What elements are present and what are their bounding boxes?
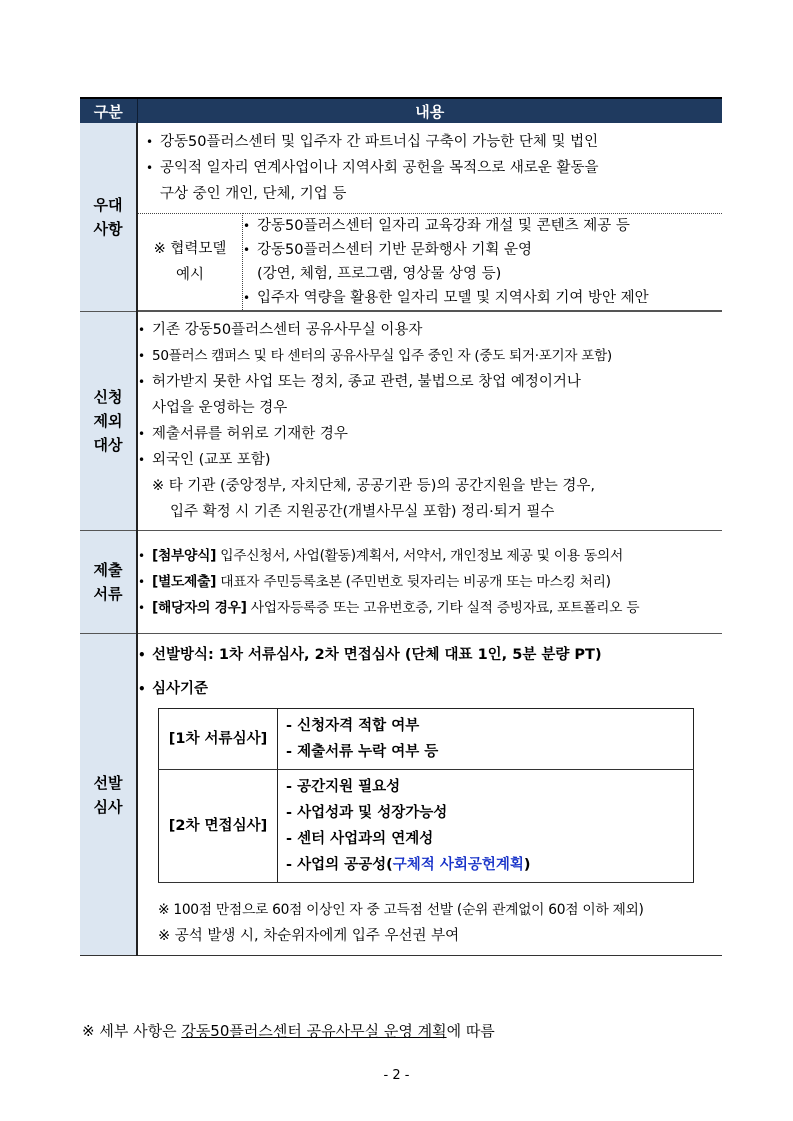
list-item: • 허가받지 못한 사업 또는 정치, 종교 관련, 불법으로 창업 예정이거나 xyxy=(138,369,722,395)
category-label: 선발 xyxy=(93,773,123,792)
row-documents xyxy=(80,531,722,634)
criteria-item-text: ) xyxy=(523,857,531,873)
doc-tag: [별도제출] xyxy=(152,574,217,590)
category-label: 제출 xyxy=(93,561,123,579)
row-excluded xyxy=(80,312,722,531)
note: ※ 100점 만점으로 60점 이상인 자 중 고득점 선발 (순위 관계없이 60점 이하 제외) xyxy=(158,902,644,918)
row-selection xyxy=(80,634,722,956)
list-item: • 외국인 (교포 포함) xyxy=(138,447,722,473)
category-label: 신청 xyxy=(93,388,123,406)
doc-text: 사업자등록증 또는 고유번호증, 기타 실적 증빙자료, 포트폴리오 등 xyxy=(246,600,640,616)
list-item-continued: 구상 중인 개인, 단체, 기업 등 xyxy=(160,186,347,202)
category-label: 제외 xyxy=(93,412,123,430)
doc-tag: [첨부양식] xyxy=(152,548,217,564)
criteria-item: - 신청자격 적합 여부 xyxy=(286,718,420,734)
list-item xyxy=(138,569,722,595)
doc-tag: [해당자의 경우] xyxy=(152,600,247,616)
note-continued: 입주 확정 시 기존 지원공간(개별사무실 포함) 정리·퇴거 필수 xyxy=(170,504,555,520)
footer-note xyxy=(82,1020,495,1041)
category-label: 사항 xyxy=(93,220,123,238)
doc-text: 대표자 주민등록초본 (주민번호 뒷자리는 비공개 또는 마스킹 처리) xyxy=(216,574,611,590)
content-selection xyxy=(137,634,722,956)
list-item xyxy=(138,543,722,569)
list-item: • 공익적 일자리 연계사업이나 지역사회 공헌을 목적으로 새로운 활동을 xyxy=(146,155,722,181)
criteria-title: • 심사기준 xyxy=(138,676,722,702)
category-label: 우대 xyxy=(93,196,123,214)
header-category: 구분 xyxy=(80,98,137,123)
criteria-stage: [1차 서류심사] xyxy=(159,709,278,770)
footer-suffix: 에 따름 xyxy=(446,1022,495,1040)
criteria-item-text: - 사업의 공공성( xyxy=(286,857,393,873)
criteria-item xyxy=(286,852,685,878)
category-excluded xyxy=(80,312,137,531)
criteria-items xyxy=(278,709,694,770)
header-content: 내용 xyxy=(137,98,722,123)
row-preferred xyxy=(80,123,722,312)
content-documents xyxy=(137,531,722,634)
criteria-row xyxy=(159,709,694,770)
criteria-item: - 센터 사업과의 연계성 xyxy=(286,831,434,847)
content-preferred xyxy=(137,123,722,312)
note: ※ 공석 발생 시, 차순위자에게 입주 우선권 부여 xyxy=(158,928,460,944)
info-table xyxy=(80,97,722,956)
category-preferred xyxy=(80,123,137,312)
doc-text: 입주신청서, 사업(활동)계획서, 서약서, 개인정보 제공 및 이용 동의서 xyxy=(216,548,623,564)
criteria-table xyxy=(158,708,694,883)
category-label: 심사 xyxy=(93,797,123,816)
cooperation-model-label xyxy=(138,214,243,311)
list-item-continued: (강연, 체험, 프로그램, 영상물 상영 등) xyxy=(257,266,502,282)
list-item: • 강동50플러스센터 및 입주자 간 파트너십 구축이 가능한 단체 및 법인 xyxy=(146,129,722,155)
list-item-continued: 사업을 운영하는 경우 xyxy=(152,400,288,416)
category-documents xyxy=(80,531,137,634)
content-excluded xyxy=(137,312,722,531)
page-number: - 2 - xyxy=(383,1068,410,1083)
list-item: • 강동50플러스센터 기반 문화행사 기획 운영 xyxy=(243,238,722,262)
highlight-text: 구체적 사회공헌계획 xyxy=(392,857,524,873)
selection-method: • 선발방식: 1차 서류심사, 2차 면접심사 (단체 대표 1인, 5분 분량 PT) xyxy=(138,642,722,668)
criteria-row xyxy=(159,770,694,883)
note: ※ 타 기관 (중앙정부, 자치단체, 공공기관 등)의 공간지원을 받는 경우, xyxy=(152,478,595,494)
list-item: • 제출서류를 허위로 기재한 경우 xyxy=(138,421,722,447)
cooperation-model-examples xyxy=(243,214,723,311)
label-text: ※ 협력모델 xyxy=(153,241,227,257)
list-item: • 강동50플러스센터 일자리 교육강좌 개설 및 콘텐츠 제공 등 xyxy=(243,214,722,238)
table-header xyxy=(80,98,722,123)
cooperation-model-table xyxy=(138,213,722,311)
criteria-item: - 공간지원 필요성 xyxy=(286,779,401,795)
list-item: • 기존 강동50플러스센터 공유사무실 이용자 xyxy=(138,317,722,343)
list-item: • 50플러스 캠퍼스 및 타 센터의 공유사무실 입주 중인 자 (중도 퇴거·포기자 포함) xyxy=(138,343,722,369)
category-selection xyxy=(80,634,137,956)
criteria-item: - 제출서류 누락 여부 등 xyxy=(286,744,439,760)
criteria-stage: [2차 면접심사] xyxy=(159,770,278,883)
footer-prefix: ※ 세부 사항은 xyxy=(82,1022,182,1040)
criteria-item: - 사업성과 및 성장가능성 xyxy=(286,805,448,821)
category-label: 대상 xyxy=(93,436,123,454)
category-label: 서류 xyxy=(93,585,123,603)
document-page xyxy=(80,97,722,956)
footer-underlined: 강동50플러스센터 공유사무실 운영 계획 xyxy=(181,1022,447,1040)
label-text: 예시 xyxy=(175,267,204,283)
criteria-items xyxy=(278,770,694,883)
list-item xyxy=(138,595,722,621)
list-item: • 입주자 역량을 활용한 일자리 모델 및 지역사회 기여 방안 제안 xyxy=(243,286,722,310)
